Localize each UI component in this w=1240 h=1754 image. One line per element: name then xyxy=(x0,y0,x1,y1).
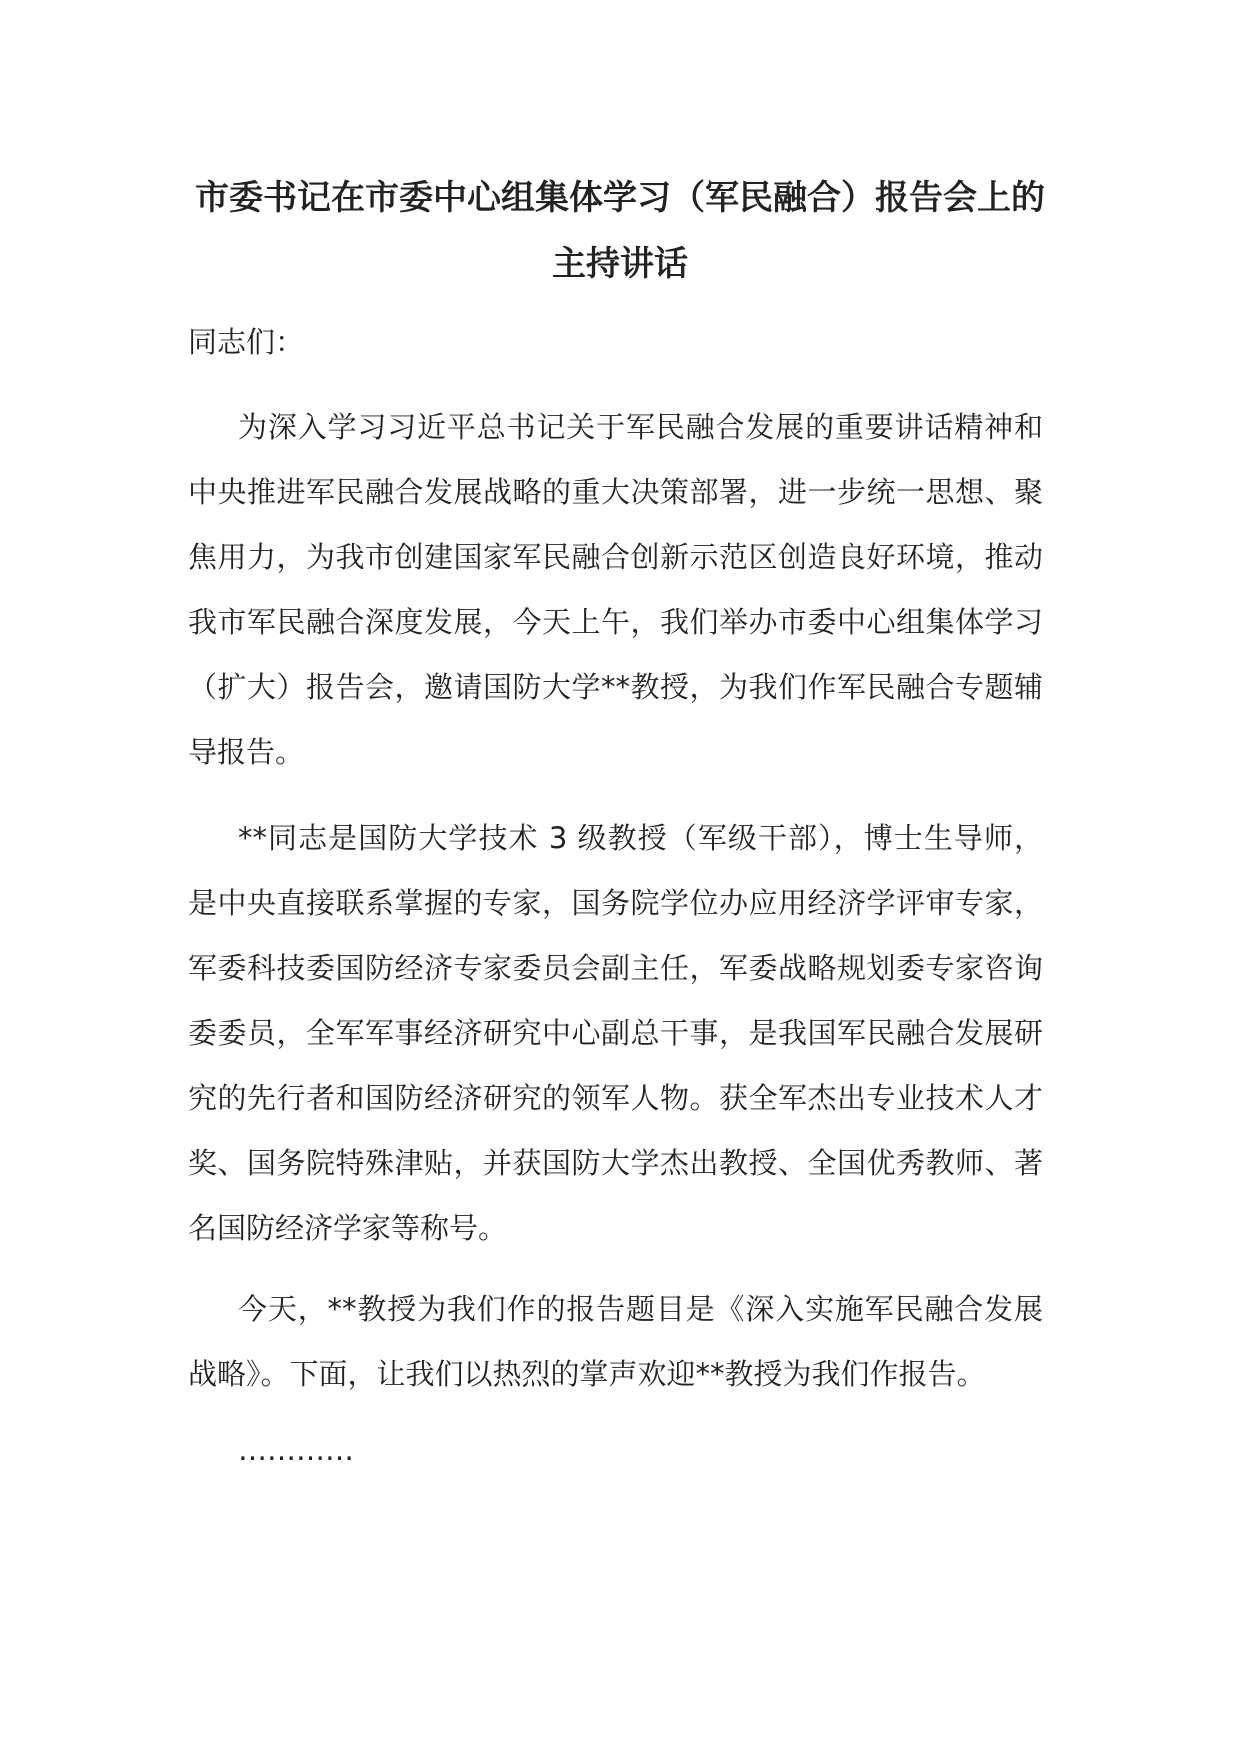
paragraph-line: 是中央直接联系掌握的专家，国务院学位办应用经济学评审专家， xyxy=(188,886,1043,920)
title-line-1: 市委书记在市委中心组集体学习（军民融合）报告会上的 xyxy=(195,178,1045,218)
paragraph-line: 究的先行者和国防经济研究的领军人物。获全军杰出专业技术人才 xyxy=(188,1081,1043,1115)
paragraph-line: （扩大）报告会，邀请国防大学**教授，为我们作军民融合专题辅 xyxy=(188,670,1043,704)
paragraph-line: 名国防经济学家等称号。 xyxy=(188,1211,508,1245)
paragraph-line: **同志是国防大学技术 3 级教授（军级干部），博士生导师， xyxy=(238,821,1043,855)
paragraph-4-ellipsis xyxy=(188,1418,1043,1483)
paragraph-line: 委委员，全军军事经济研究中心副总干事，是我国军民融合发展研 xyxy=(188,1016,1043,1050)
ellipsis-line: ………… xyxy=(238,1433,354,1467)
paragraph-line: 导报告。 xyxy=(188,735,305,769)
paragraph-3 xyxy=(188,1277,1043,1407)
document-title xyxy=(150,165,1090,297)
salutation-text: 同志们： xyxy=(188,325,305,359)
paragraph-line: 今天，**教授为我们作的报告题目是《深入实施军民融合发展 xyxy=(238,1292,1043,1326)
paragraph-line: 中央推进军民融合发展战略的重大决策部署，进一步统一思想、聚 xyxy=(188,475,1043,509)
paragraph-2 xyxy=(188,806,1043,1261)
paragraph-line: 为深入学习习近平总书记关于军民融合发展的重要讲话精神和 xyxy=(238,410,1043,444)
paragraph-line: 焦用力，为我市创建国家军民融合创新示范区创造良好环境，推动 xyxy=(188,540,1043,574)
paragraph-line: 奖、国务院特殊津贴，并获国防大学杰出教授、全国优秀教师、著 xyxy=(188,1146,1043,1180)
paragraph-line: 军委科技委国防经济专家委员会副主任，军委战略规划委专家咨询 xyxy=(188,951,1043,985)
paragraph-1 xyxy=(188,395,1043,785)
paragraph-line: 我市军民融合深度发展，今天上午，我们举办市委中心组集体学习 xyxy=(188,605,1043,639)
salutation xyxy=(188,310,1043,375)
paragraph-line: 战略》。下面，让我们以热烈的掌声欢迎**教授为我们作报告。 xyxy=(188,1357,986,1391)
title-line-2: 主持讲话 xyxy=(552,244,688,284)
